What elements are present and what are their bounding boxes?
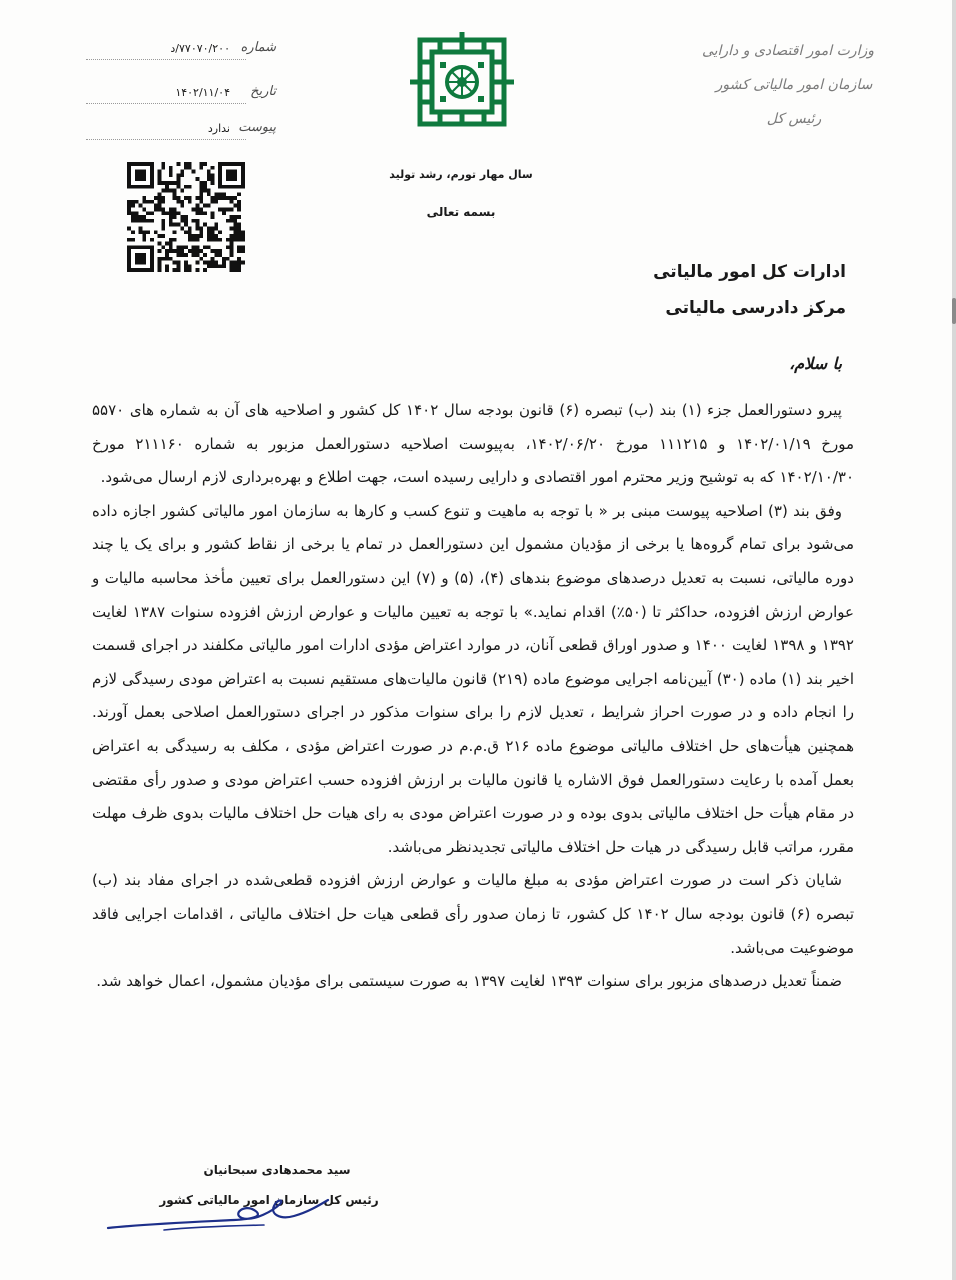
recipient-line-2: مرکز دادرسی مالیاتی — [665, 298, 846, 318]
letter-number-row — [86, 40, 276, 62]
qr-code — [124, 162, 248, 272]
letter-date-value: ۱۴۰۲/۱۱/۰۴ — [175, 86, 230, 99]
organization-name: سازمان امور مالیاتی کشور — [715, 77, 873, 93]
body-paragraph: وفق بند (۳) اصلاحیه پیوست مبنی بر « با توجه به ماهیت و تنوع کسب و کارها به سازمان امور مالیاتی کشور اجازه داده می‌شود برای تمام گروه‌ها یا برخی از مؤدیان مشمول این دستورالعمل در تمام یا برخی از نقاط کشور و برای یک یا چند دوره مالیاتی، نسبت به تعدیل درصدهای موضوع بندهای (۴)، (۵) و (۷) این دستورالعمل برای تعیین مأخذ محاسبه مالیات و عوارض ارزش افزوده، حداکثر تا (۵۰٪) اقدام نماید.» با توجه به تعیین مالیات و عوارض ارزش افزوده سنوات ۱۳۸۷ لغایت ۱۳۹۲ و ۱۳۹۸ لغایت ۱۴۰۰ و صدور اوراق قطعی آنان، در موارد اعتراض مؤدی ادارات امور مالیاتی مکلفند در اجرای قسمت اخیر بند (۱) ماده (۳۰) آیین‌نامه اجرایی موضوع ماده (۲۱۹) قانون مالیات‌های مستقیم نسبت به اعتراض مودی رسیدگی لازم را انجام داده و در صورت احراز شرایط ، تعدیل لازم را برای سنوات مذکور در اجرای دستورالعمل اصلاحی بعمل آورند. همچنین هیأت‌های حل اختلاف مالیاتی موضوع ماده ۲۱۶ ق.م.م در صورت اعتراض مؤدی ، مکلف به رسیدگی به اعتراض بعمل آمده با رعایت دستورالعمل فوق الاشاره یا قانون مالیات بر ارزش افزوده حسب اعتراض مودی و صدور رأی مقتضی در مقام هیأت حل اختلاف مالیاتی بدوی بوده و در صورت اعتراض مودی به رای هیات حل اختلاف مالیات بدوی ظرف مهلت مقرر، مراتب قابل رسیدگی در هیات حل اختلاف مالیاتی تجدیدنظر می‌باشد. — [92, 501, 855, 856]
letter-attachment-label: پیوست — [238, 120, 276, 135]
tax-organization-logo — [410, 32, 514, 132]
letter-date-label: تاریخ — [250, 84, 276, 99]
handwritten-signature — [104, 1180, 334, 1240]
year-motto: سال مهار تورم، رشد تولید — [389, 168, 533, 181]
body-paragraph: پیرو دستورالعمل جزء (۱) بند (ب) تبصره (۶) قانون بودجه سال ۱۴۰۲ کل کشور و اصلاحیه های آن به شماره های ۵۵۷۰ مورخ ۱۴۰۲/۰۱/۱۹ و ۱۱۱۲۱۵ مورخ ۱۴۰۲/۰۶/۲۰، به‌پیوست اصلاحیه دستورالعمل مزبور به شماره ۲۱۱۱۶۰ مورخ ۱۴۰۲/۱۰/۳۰ که به توشیح وزیر محترم امور اقتصادی و دارایی رسیده است، جهت اطلاع و بهره‌برداری لازم ارسال می‌شود. — [92, 401, 855, 487]
letter-number-label: شماره — [240, 40, 276, 55]
ministry-letterhead — [701, 34, 874, 136]
recipient-line-1: ادارات کل امور مالیاتی — [653, 262, 846, 282]
letter-date-row — [86, 84, 276, 106]
scrollbar-track[interactable] — [952, 0, 956, 1280]
signer-name: سید محمدهادی سبحانیان — [203, 1163, 351, 1177]
salutation: با سلام، — [789, 354, 842, 373]
body-paragraph: ضمناً تعدیل درصدهای مزبور برای سنوات ۱۳۹۳ لغایت ۱۳۹۷ به صورت سیستمی برای مؤدیان مشمول، اعمال خواهد شد. — [96, 972, 842, 991]
signer-title: رئیس کل سازمان امور مالیاتی کشور — [159, 1193, 379, 1207]
scrollbar-thumb[interactable] — [952, 298, 956, 324]
letter-number-value: ۷۷۰۷۰/۲۰۰/د — [170, 42, 230, 55]
office-name: رئیس کل — [766, 111, 822, 127]
bismillah: بسمه تعالی — [426, 205, 496, 219]
letter-attachment-row — [86, 120, 276, 142]
ministry-name: وزارت امور اقتصادی و دارایی — [701, 43, 874, 59]
letter-attachment-value: ندارد — [207, 122, 230, 135]
letter-body — [92, 394, 854, 999]
body-paragraph: شایان ذکر است در صورت اعتراض مؤدی به مبلغ مالیات و عوارض ارزش افزوده قطعی‌شده در اجرای مفاد بند (ب) تبصره (۶) قانون بودجه سال ۱۴۰۲ کل کشور، تا زمان صدور رأی قطعی هیات حل اختلاف مالیاتی ، اقدامات اجرایی فاقد موضوعیت می‌باشد. — [92, 871, 855, 957]
